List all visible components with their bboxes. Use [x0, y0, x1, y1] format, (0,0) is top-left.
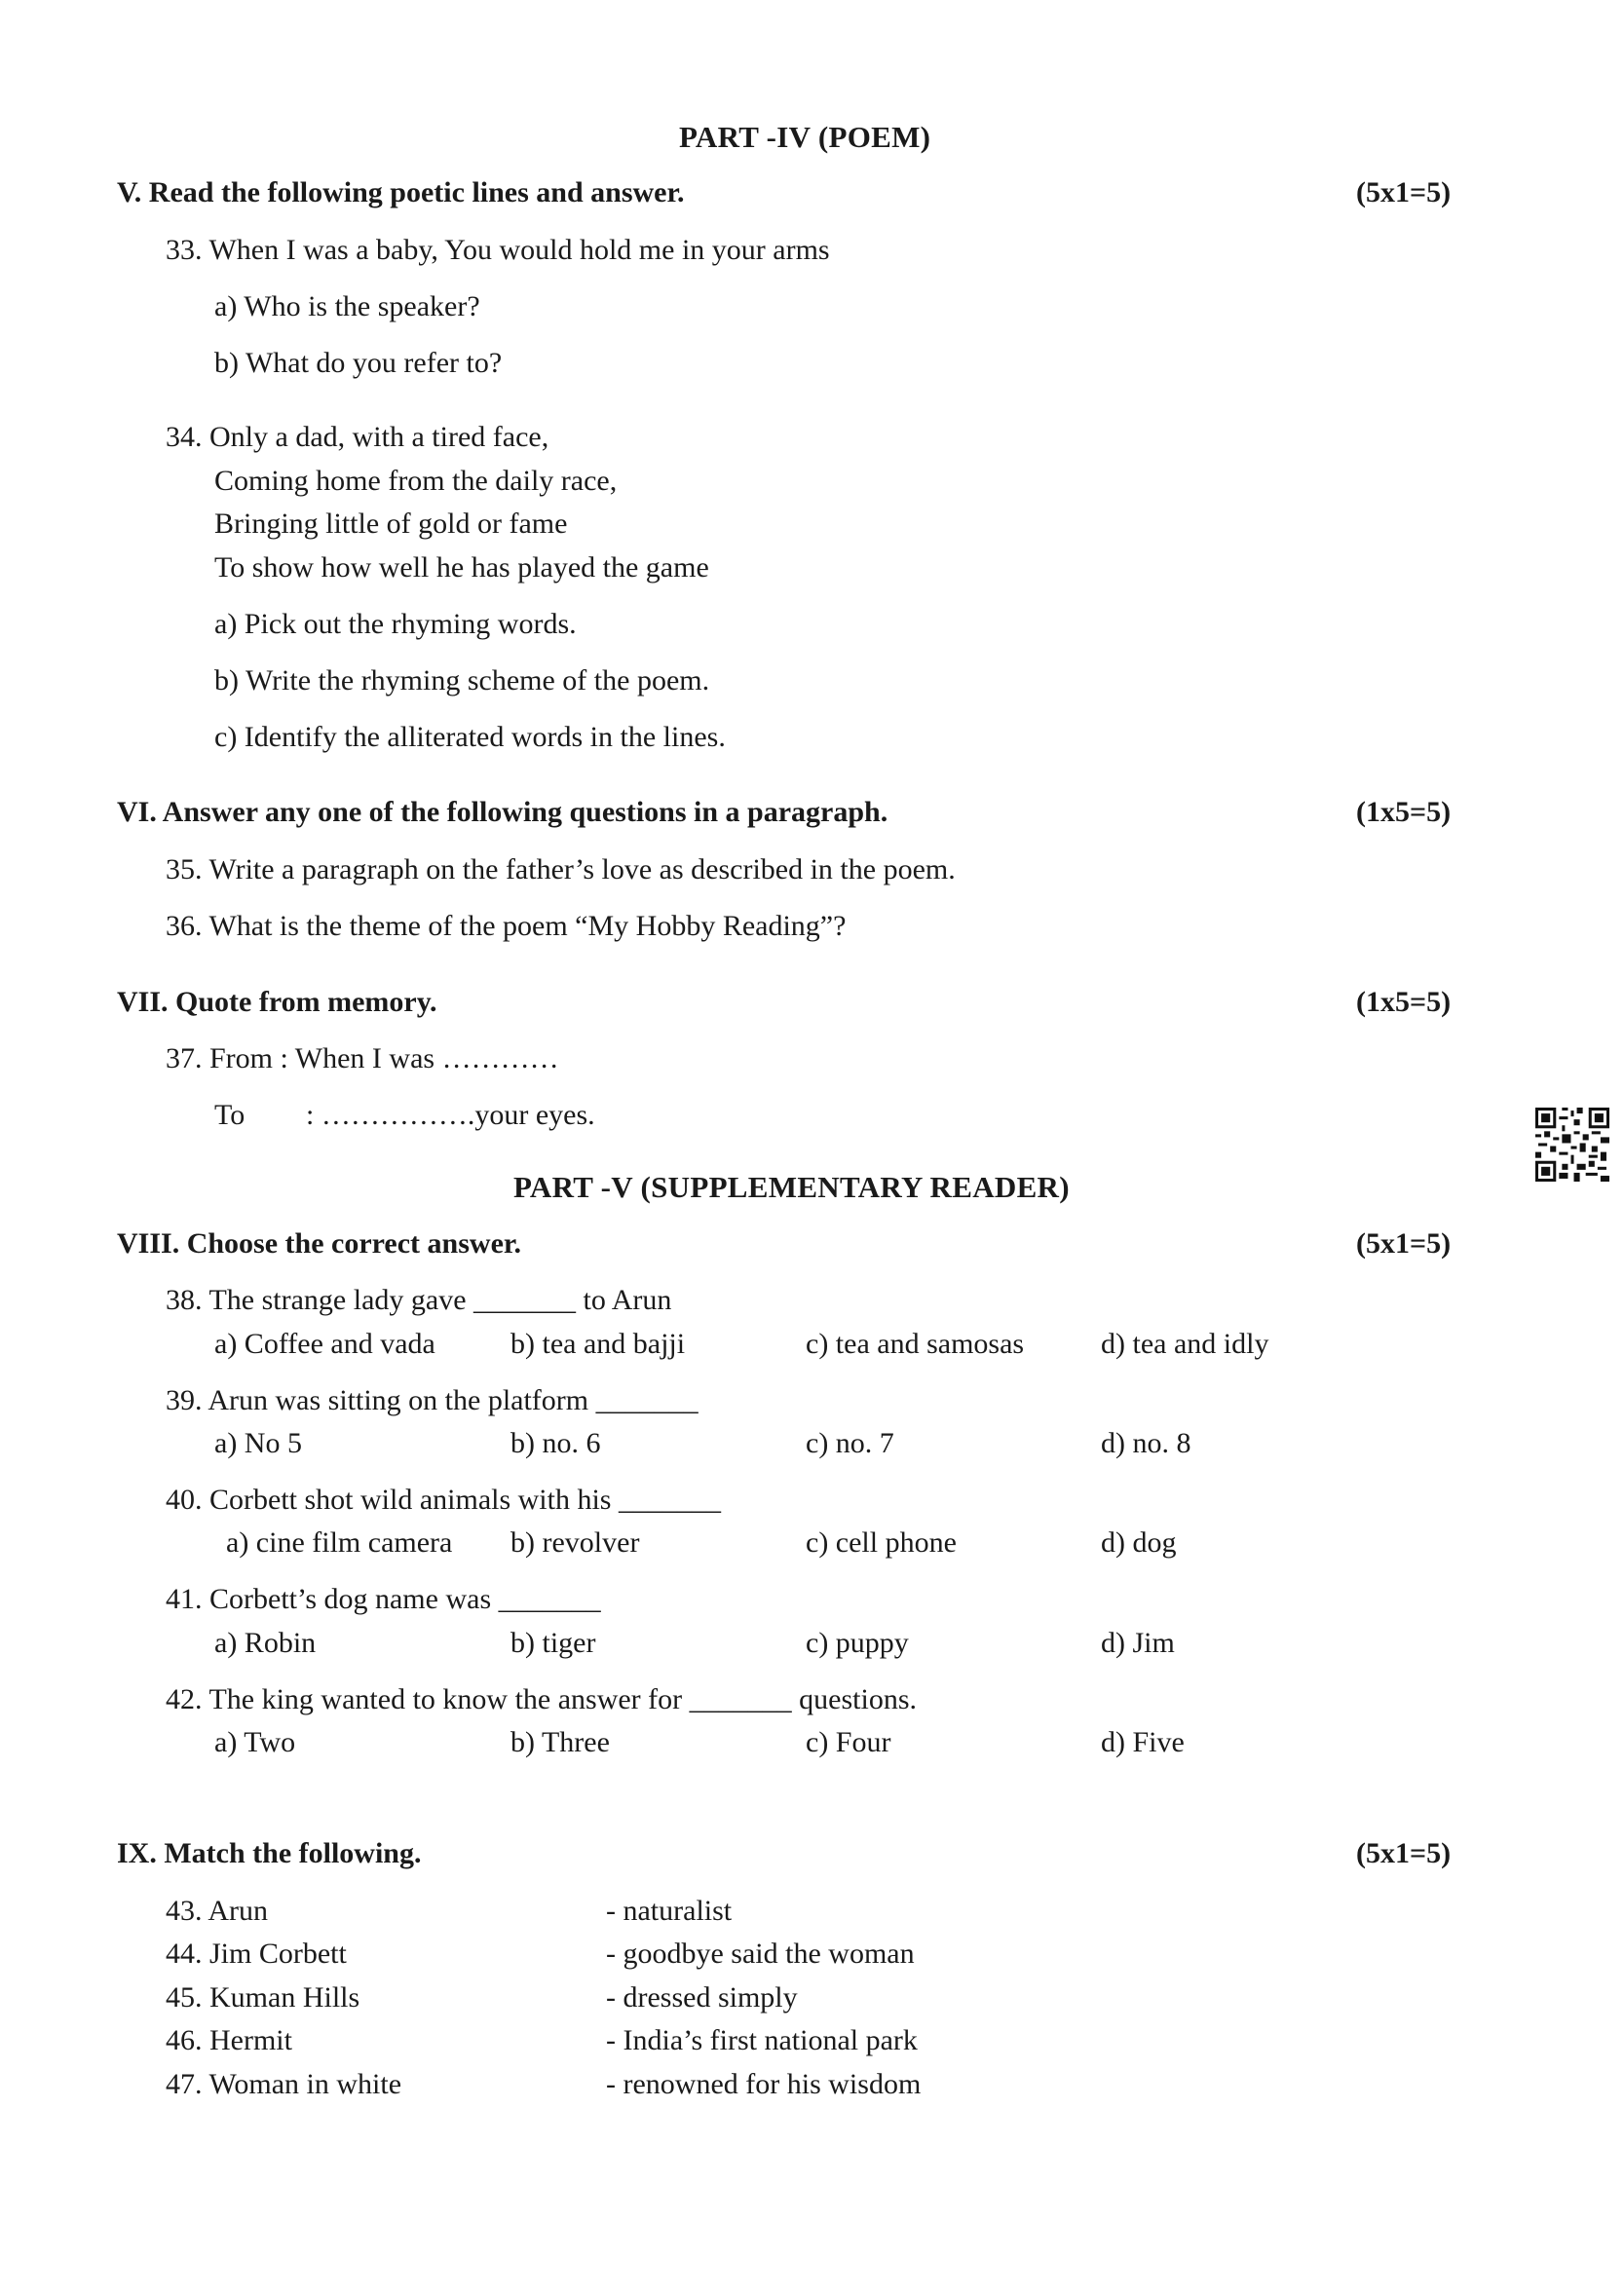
mcq-option-a: a) No 5: [214, 1427, 302, 1459]
section-7-heading: VII. Quote from memory.: [117, 986, 437, 1018]
mcq-question-text: 39. Arun was sitting on the platform _______: [166, 1384, 699, 1416]
mcq-option-a: a) Two: [214, 1726, 296, 1758]
part-5-title: PART -V (SUPPLEMENTARY READER): [513, 1170, 1070, 1204]
section-9-heading: IX. Match the following.: [117, 1837, 422, 1869]
section-6-marks: (1x5=5): [1356, 796, 1452, 828]
question-34-line-1: 34. Only a dad, with a tired face,: [166, 421, 549, 453]
mcq-option-d: d) Jim: [1101, 1627, 1175, 1659]
mcq-option-b: b) Three: [510, 1726, 610, 1758]
question-37-from: 37. From : When I was …………: [166, 1042, 559, 1074]
question-37-to-text: : …………….your eyes.: [306, 1099, 595, 1131]
section-5-heading: V. Read the following poetic lines and answer.: [117, 176, 685, 208]
question-36: 36. What is the theme of the poem “My Hobby Reading”?: [166, 910, 847, 942]
section-9-marks: (5x1=5): [1356, 1837, 1452, 1869]
question-34-b: b) Write the rhyming scheme of the poem.: [214, 664, 710, 696]
mcq-option-d: d) tea and idly: [1101, 1328, 1269, 1360]
mcq-option-c: c) no. 7: [806, 1427, 894, 1459]
section-7-marks: (1x5=5): [1356, 986, 1452, 1018]
mcq-question-text: 40. Corbett shot wild animals with his _______: [166, 1484, 721, 1516]
mcq-question-text: 38. The strange lady gave _______ to Arun: [166, 1284, 672, 1316]
match-left-item: 46. Hermit: [166, 2024, 292, 2056]
mcq-option-b: b) revolver: [510, 1526, 640, 1559]
section-5-marks: (5x1=5): [1356, 176, 1452, 208]
question-37-to-label: To: [214, 1099, 245, 1131]
question-33-a: a) Who is the speaker?: [214, 290, 480, 322]
mcq-option-b: b) no. 6: [510, 1427, 601, 1459]
question-34-line-4: To show how well he has played the game: [214, 551, 709, 583]
question-33: 33. When I was a baby, You would hold me in your arms: [166, 234, 830, 266]
mcq-option-d: d) no. 8: [1101, 1427, 1191, 1459]
question-34-line-2: Coming home from the daily race,: [214, 465, 618, 497]
match-right-item: - India’s first national park: [606, 2024, 918, 2056]
match-right-item: - goodbye said the woman: [606, 1938, 915, 1970]
match-left-item: 47. Woman in white: [166, 2068, 402, 2100]
mcq-option-c: c) puppy: [806, 1627, 909, 1659]
match-right-item: - dressed simply: [606, 1981, 798, 2014]
match-left-item: 44. Jim Corbett: [166, 1938, 347, 1970]
question-34-line-3: Bringing little of gold or fame: [214, 508, 568, 540]
mcq-option-a: a) cine film camera: [226, 1526, 453, 1559]
mcq-option-b: b) tiger: [510, 1627, 596, 1659]
mcq-option-b: b) tea and bajji: [510, 1328, 686, 1360]
part-4-title: PART -IV (POEM): [679, 120, 931, 154]
mcq-question-text: 42. The king wanted to know the answer for _______ questions.: [166, 1683, 917, 1715]
mcq-option-c: c) cell phone: [806, 1526, 957, 1559]
mcq-option-c: c) tea and samosas: [806, 1328, 1025, 1360]
mcq-question-text: 41. Corbett’s dog name was _______: [166, 1583, 601, 1615]
question-35: 35. Write a paragraph on the father’s love as described in the poem.: [166, 853, 956, 885]
qr-code-icon: [1535, 1108, 1609, 1182]
question-33-b: b) What do you refer to?: [214, 347, 503, 379]
section-8-marks: (5x1=5): [1356, 1227, 1452, 1260]
match-right-item: - renowned for his wisdom: [606, 2068, 922, 2100]
mcq-option-d: d) dog: [1101, 1526, 1177, 1559]
match-left-item: 45. Kuman Hills: [166, 1981, 360, 2014]
match-right-item: - naturalist: [606, 1895, 733, 1927]
section-8-heading: VIII. Choose the correct answer.: [117, 1227, 521, 1260]
mcq-option-a: a) Coffee and vada: [214, 1328, 435, 1360]
mcq-option-c: c) Four: [806, 1726, 891, 1758]
question-34-a: a) Pick out the rhyming words.: [214, 608, 577, 640]
mcq-option-d: d) Five: [1101, 1726, 1185, 1758]
section-6-heading: VI. Answer any one of the following questions in a paragraph.: [117, 796, 888, 828]
question-34-c: c) Identify the alliterated words in the lines.: [214, 721, 726, 753]
mcq-option-a: a) Robin: [214, 1627, 317, 1659]
match-left-item: 43. Arun: [166, 1895, 268, 1927]
